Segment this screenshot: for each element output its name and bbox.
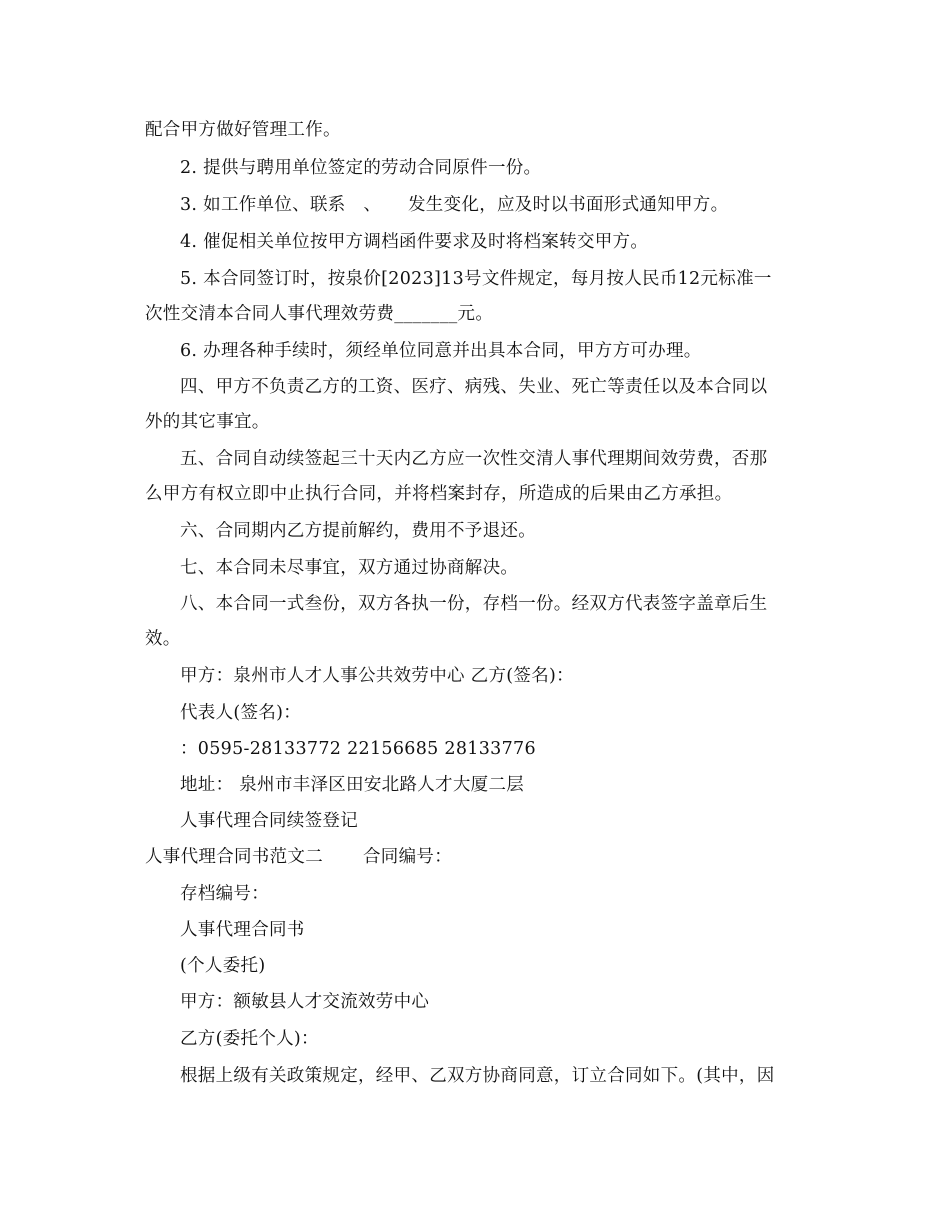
text-line: 外的其它事宜。	[145, 412, 270, 432]
text-segment: 合同编号：	[363, 847, 452, 867]
text-line: 次性交清本合同人事代理效劳费_______元。	[145, 304, 494, 324]
text-line: 七、本合同未尽事宜，双方通过协商解决。	[180, 558, 519, 578]
text-line: 6. 办理各种手续时，须经单位同意并出具本合同，甲方方可办理。	[180, 341, 702, 361]
text-line: 5. 本合同签订时，按泉价[2023]13号文件规定，每月按人民币12元标准一	[180, 269, 772, 289]
text-line: 4. 催促相关单位按甲方调档函件要求及时将档案转交甲方。	[180, 232, 649, 252]
text-line: 2. 提供与聘用单位签定的劳动合同原件一份。	[180, 158, 542, 178]
text-line: 四、甲方不负责乙方的工资、医疗、病残、失业、死亡等责任以及本合同以	[180, 377, 768, 397]
text-line: 甲方：泉州市人才人事公共效劳中心 乙方(签名)：	[180, 666, 574, 686]
text-line: 根据上级有关政策规定，经甲、乙双方协商同意，订立合同如下。(其中，因	[180, 1066, 775, 1086]
text-line: 六、合同期内乙方提前解约，费用不予退还。	[180, 521, 536, 541]
text-line: 配合甲方做好管理工作。	[145, 120, 341, 140]
text-line: ：0595-28133772 22156685 28133776	[180, 739, 536, 759]
text-line: 地址： 泉州市丰泽区田安北路人才大厦二层	[180, 775, 525, 795]
text-line: 人事代理合同书	[180, 920, 305, 940]
text-line	[145, 845, 452, 869]
text-segment: 人事代理合同书范文二	[145, 847, 323, 867]
text-line: 么甲方有权立即中止执行合同，并将档案封存，所造成的后果由乙方承担。	[145, 484, 733, 504]
text-line: 人事代理合同续签登记	[180, 811, 358, 831]
text-line: 3. 如工作单位、联系 、 发生变化，应及时以书面形式通知甲方。	[180, 195, 729, 215]
text-line: 八、本合同一式叁份，双方各执一份，存档一份。经双方代表签字盖章后生	[180, 594, 768, 614]
text-line: 五、合同自动续签起三十天内乙方应一次性交清人事代理期间效劳费，否那	[180, 449, 768, 469]
text-line: (个人委托)	[180, 956, 266, 976]
text-line: 效。	[145, 629, 181, 649]
text-line: 甲方：额敏县人才交流效劳中心	[180, 992, 430, 1012]
text-line: 乙方(委托个人)：	[180, 1029, 319, 1049]
text-line: 代表人(签名)：	[180, 703, 302, 723]
text-line: 存档编号：	[180, 884, 269, 904]
